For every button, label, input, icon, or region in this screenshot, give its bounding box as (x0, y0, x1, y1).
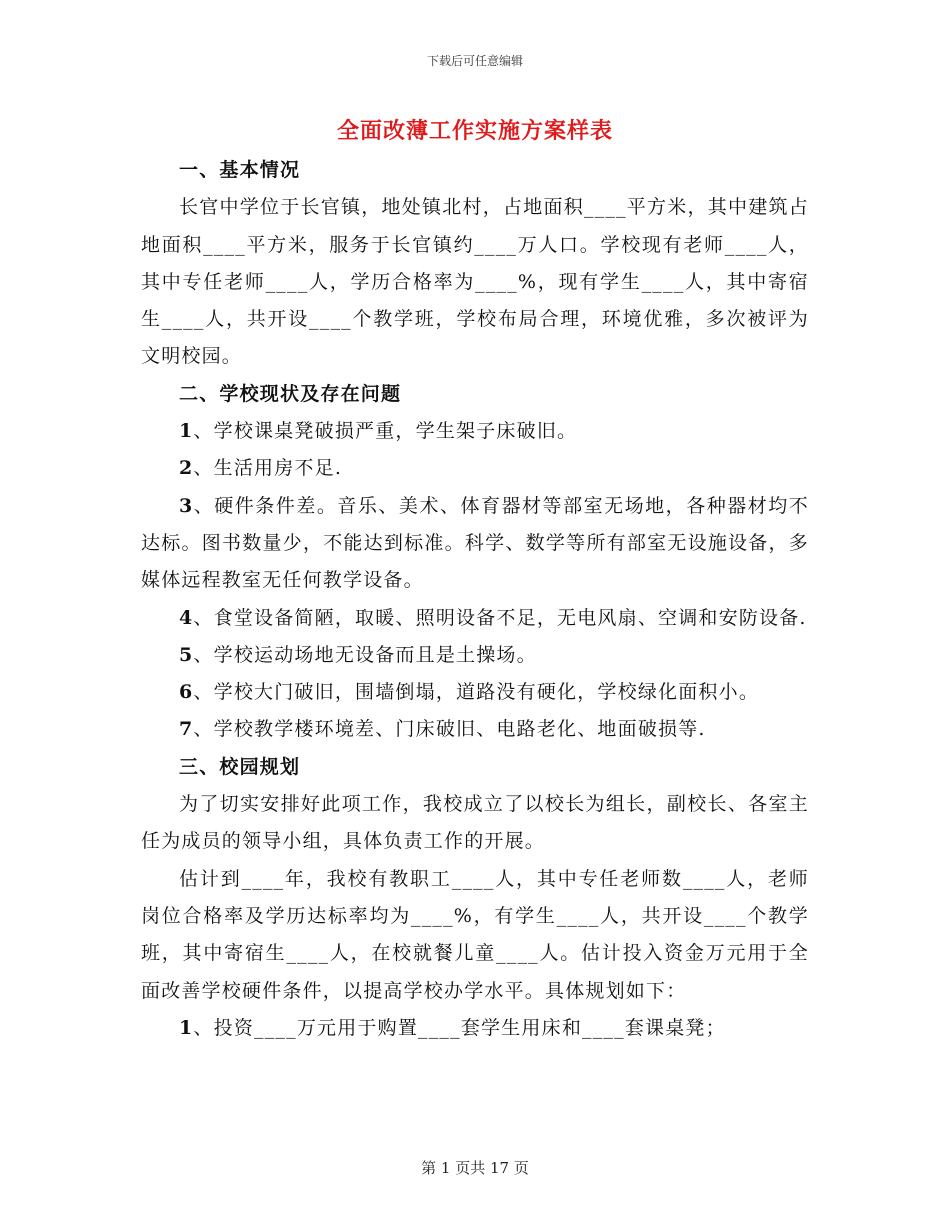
item-number: 7 (179, 718, 194, 741)
item-text: 、学校大门破旧，围墙倒塌，道路没有硬化，学校绿化面积小。 (193, 681, 760, 704)
document-body (141, 152, 809, 1047)
item-text: 、学校课桌凳破损严重，学生架子床破旧。 (193, 420, 578, 443)
list-item (141, 1010, 809, 1047)
item-number: 6 (179, 681, 194, 704)
list-item (141, 637, 809, 674)
section-3-heading: 三、校园规划 (179, 755, 301, 778)
page-number: 第 1 页共 17 页 (421, 1159, 529, 1177)
section-1-paragraph: 长官中学位于长官镇，地处镇北村，占地面积____平方米，其中建筑占地面积____平方米，服务于长官镇约____万人口。学校现有老师____人，其中专任老师____人，学历合格率为____%，现有学生____人，其中寄宿生____人，共开设____个教学班，学校布局合理，环境优雅，多次被评为文明校园。 (141, 196, 809, 368)
section-3-paragraph-2: 估计到____年，我校有教职工____人，其中专任老师数____人，老师岗位合格率及学历达标率均为____%，有学生____人，共开设____个教学班，其中寄宿生____人，在校就餐儿童____人。估计投入资金万元用于全面改善学校硬件条件，以提高学校办学水平。具体规划如下： (141, 867, 809, 1002)
list-item (141, 600, 809, 637)
section-1-heading: 一、基本情况 (179, 159, 301, 181)
header-note: 下载后可任意编辑 (426, 54, 523, 68)
item-text: 、学校教学楼环境差、门床破旧、电路老化、地面破损等. (193, 718, 706, 741)
item-number: 5 (179, 643, 194, 666)
item-number: 4 (179, 606, 194, 629)
list-item (141, 711, 809, 748)
item-text: 、生活用房不足. (193, 457, 343, 480)
item-text: 、食堂设备简陋，取暖、照明设备不足，无电风扇、空调和安防设备. (193, 606, 807, 629)
list-item (141, 674, 809, 711)
item-number: 2 (179, 457, 194, 480)
item-number: 1 (179, 420, 194, 443)
section-3-paragraph-1: 为了切实安排好此项工作，我校成立了以校长为组长，副校长、各室主任为成员的领导小组，具体负责工作的开展。 (141, 793, 809, 853)
list-item (141, 488, 809, 600)
list-item (141, 450, 809, 487)
item-number: 3 (179, 494, 194, 517)
item-text: 、投资____万元用于购置____套学生用床和____套课桌凳； (193, 1016, 726, 1039)
item-text: 、学校运动场地无设备而且是土操场。 (193, 643, 537, 666)
item-number: 1 (179, 1016, 194, 1039)
document-title: 全面改薄工作实施方案样表 (336, 118, 613, 144)
section-2-heading: 二、学校现状及存在问题 (179, 382, 402, 405)
item-text: 、硬件条件差。音乐、美术、体育器材等部室无场地，各种器材均不达标。图书数量少，不能达到标准。科学、数学等所有部室无设施设备，多媒体远程教室无任何教学设备。 (141, 494, 809, 592)
list-item (141, 413, 809, 450)
